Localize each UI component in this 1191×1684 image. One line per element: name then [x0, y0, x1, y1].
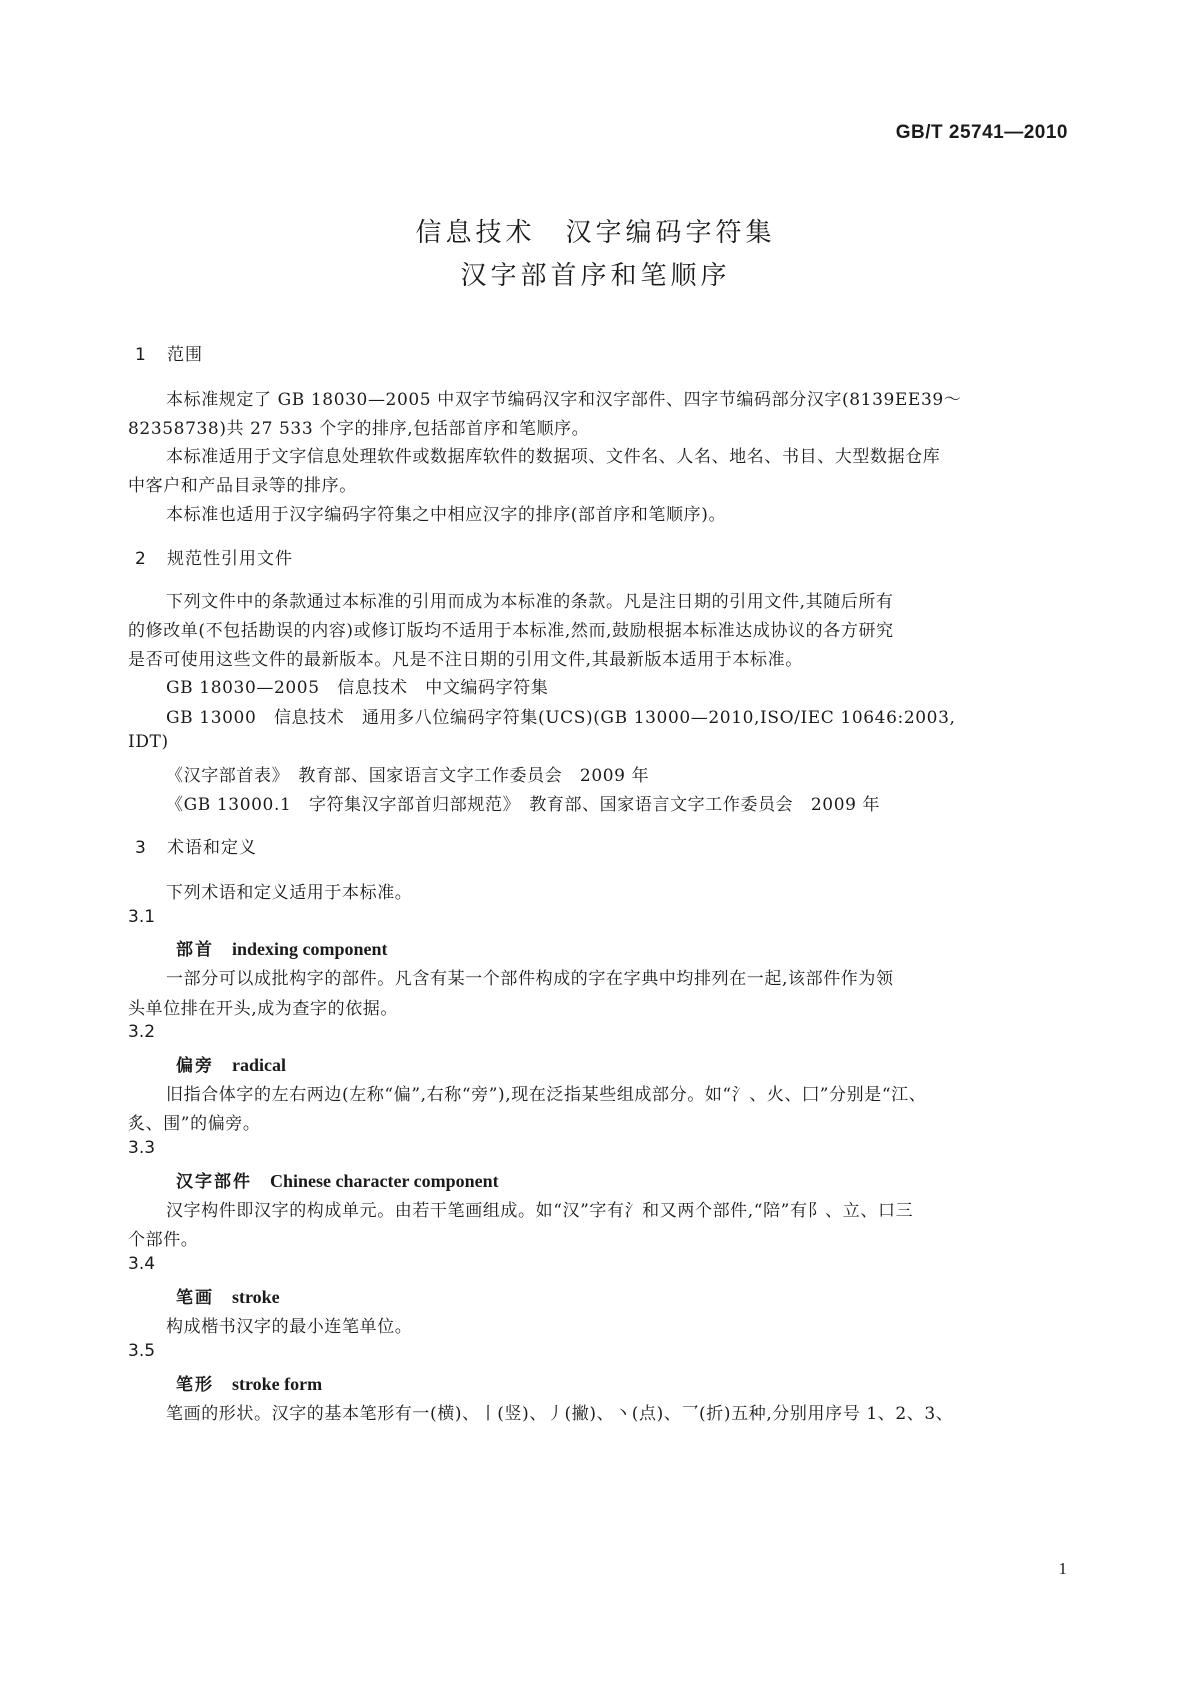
section-heading-normative-references [135, 544, 293, 569]
term-en: Chinese character component [270, 1171, 499, 1191]
paragraph-line: 82358738)共 27 533 个字的排序,包括部首序和笔顺序。 [128, 419, 590, 439]
term-definition-line: 个部件。 [128, 1230, 199, 1250]
paragraph-line: 本标准也适用于汉字编码字符集之中相应汉字的排序(部首序和笔顺序)。 [166, 505, 727, 525]
reference-entry: GB 13000 信息技术 通用多八位编码字符集(UCS)(GB 13000—2010,ISO/IEC 10646:2003, [166, 708, 956, 728]
term-number: 3.4 [128, 1254, 156, 1274]
term-definition-line: 构成楷书汉字的最小连笔单位。 [166, 1317, 413, 1337]
term-number: 3.3 [128, 1138, 156, 1158]
standard-code: GB/T 25741—2010 [895, 122, 1068, 143]
section-title: 范围 [167, 345, 203, 365]
paragraph-line: 本标准适用于文字信息处理软件或数据库软件的数据项、文件名、人名、地名、书目、大型数据仓库 [166, 447, 941, 467]
paragraph-line: 的修改单(不包括勘误的内容)或修订版均不适用于本标准,然而,鼓励根据本标准达成协议的各方研究 [128, 621, 894, 641]
term-en: indexing component [232, 939, 388, 959]
paragraph-line: 下列术语和定义适用于本标准。 [166, 883, 413, 903]
term-definition-line: 笔画的形状。汉字的基本笔形有一(横)、丨(竖)、丿(撇)、丶(点)、乛(折)五种,分别用序号 1、2、3、 [166, 1404, 954, 1424]
term-heading [176, 1051, 286, 1076]
paragraph-line: 中客户和产品目录等的排序。 [128, 476, 357, 496]
section-number: 3 [135, 838, 147, 858]
term-definition-line: 旧指合体字的左右两边(左称“偏”,右称“旁”),现在泛指某些组成部分。如“氵、火、囗”分别是“江、 [166, 1085, 927, 1105]
document-title-line1: 信息技术 汉字编码字符集 [415, 218, 776, 248]
term-heading [176, 935, 388, 960]
term-zh: 偏旁 [176, 1056, 214, 1076]
term-zh: 部首 [176, 940, 214, 960]
term-heading [176, 1283, 280, 1308]
paragraph-line: 本标准规定了 GB 18030—2005 中双字节编码汉字和汉字部件、四字节编码部分汉字(8139EE39～ [166, 390, 962, 410]
term-zh: 笔形 [176, 1375, 214, 1395]
reference-entry: 《GB 13000.1 字符集汉字部首归部规范》 教育部、国家语言文字工作委员会 2009 年 [166, 795, 881, 815]
section-heading-terms-definitions [135, 833, 257, 858]
page-number: 1 [1058, 1559, 1067, 1578]
term-definition-line: 头单位排在开头,成为查字的依据。 [128, 999, 399, 1019]
term-definition-line: 一部分可以成批构字的部件。凡含有某一个部件构成的字在字典中均排列在一起,该部件作为领 [166, 969, 894, 989]
section-number: 1 [135, 345, 147, 365]
paragraph-line: 是否可使用这些文件的最新版本。凡是不注日期的引用文件,其最新版本适用于本标准。 [128, 650, 803, 670]
section-title: 术语和定义 [167, 838, 257, 858]
term-zh: 汉字部件 [176, 1172, 252, 1192]
section-title: 规范性引用文件 [167, 549, 293, 569]
term-heading [176, 1370, 322, 1395]
term-en: stroke form [232, 1374, 323, 1394]
reference-entry: GB 18030—2005 信息技术 中文编码字符集 [166, 678, 549, 698]
term-number: 3.5 [128, 1341, 156, 1361]
reference-entry-continuation: IDT) [128, 732, 169, 752]
term-en: radical [232, 1055, 286, 1075]
reference-entry: 《汉字部首表》 教育部、国家语言文字工作委员会 2009 年 [166, 766, 650, 786]
term-definition-line: 汉字构件即汉字的构成单元。由若干笔画组成。如“汉”字有氵和又两个部件,“陪”有阝、立、口三 [166, 1201, 914, 1221]
term-zh: 笔画 [176, 1288, 214, 1308]
term-definition-line: 炙、围”的偏旁。 [128, 1114, 261, 1134]
section-heading-scope [135, 340, 203, 365]
paragraph-line: 下列文件中的条款通过本标准的引用而成为本标准的条款。凡是注日期的引用文件,其随后所有 [166, 592, 894, 612]
term-number: 3.1 [128, 907, 156, 927]
term-en: stroke [232, 1287, 280, 1307]
document-title-line2: 汉字部首序和笔顺序 [460, 261, 731, 291]
term-number: 3.2 [128, 1022, 156, 1042]
section-number: 2 [135, 549, 147, 569]
term-heading [176, 1167, 499, 1192]
